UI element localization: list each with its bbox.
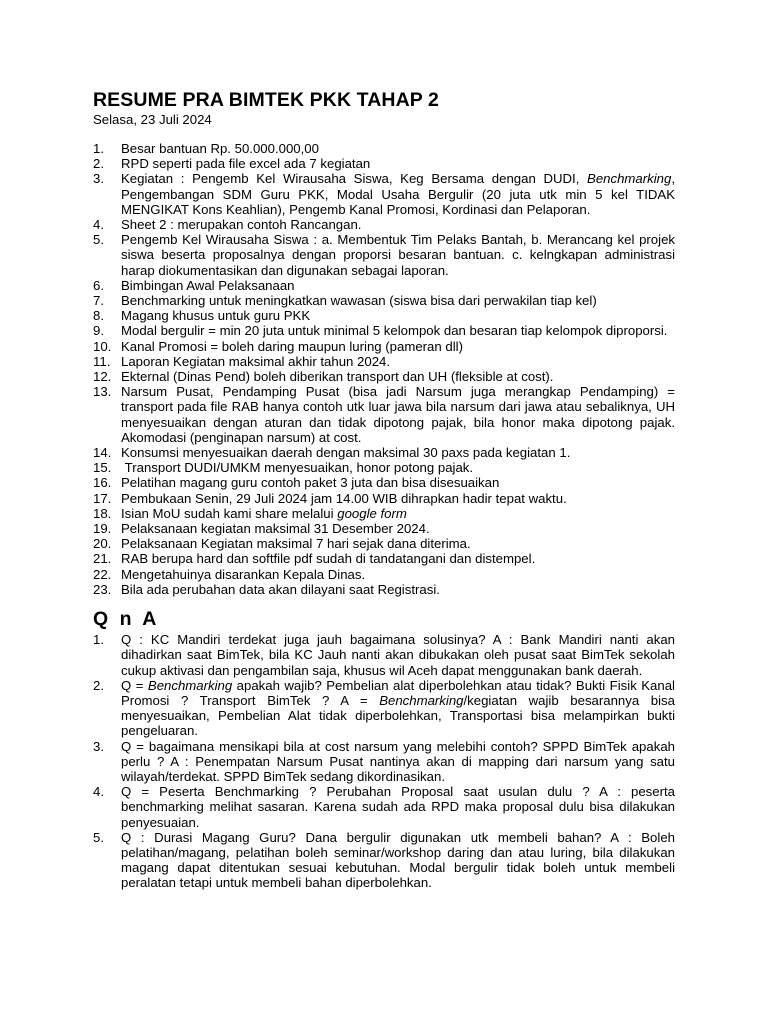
qna-item (93, 678, 675, 739)
list-item-text: Kegiatan : Pengemb Kel Wirausaha Siswa, Keg Bersama dengan DUDI, Benchmarking, Pengembangan SDM Guru PKK, Modal Usaha Bergulir (20 juta utk min 5 kel TIDAK MENGIKAT Kons Keahlian), Pengemb Kanal Promosi, Kordinasi dan Pelaporan. (121, 171, 675, 217)
list-item-text: Bimbingan Awal Pelaksanaan (121, 277, 295, 293)
resume-item (93, 339, 675, 354)
document-date: Selasa, 23 Juli 2024 (93, 112, 212, 127)
list-item-text: Narsum Pusat, Pendamping Pusat (bisa jadi Narsum juga merangkap Pendamping) = transport pada file RAB hanya contoh utk luar jawa bila narsum dari jawa atau sebaliknya, UH menyesuaikan dengan aturan dan tidak dipotong pajak, bila honor maka dipotong pajak. Akomodasi (penginapan narsum) at cost. (121, 384, 675, 445)
resume-item (93, 551, 675, 566)
list-item-number: 3. (93, 171, 104, 187)
resume-item (93, 506, 675, 521)
resume-item (93, 521, 675, 536)
resume-item (93, 475, 675, 490)
resume-item (93, 308, 675, 323)
list-item-number: 11. (93, 353, 111, 369)
list-item-text: Pelaksanaan kegiatan maksimal 31 Desember 2024. (121, 521, 430, 537)
qna-list (93, 632, 675, 890)
list-item-number: 10. (93, 338, 112, 354)
list-item-number: 1. (93, 632, 104, 648)
list-item-text: Mengetahuinya disarankan Kepala Dinas. (121, 566, 366, 582)
list-item-text: Q : KC Mandiri terdekat juga jauh bagaimana solusinya? A : Bank Mandiri nanti akan dihadirkan saat BimTek, bila KC Jauh nanti akan dibukakan oleh pusat saat BimTek sekolah cukup aktivasi dan pengambilan saja, khusus wil Aceh dapat menggunakan bank daerah. (121, 632, 675, 678)
list-item-number: 21. (93, 551, 112, 567)
list-item-text: Ekternal (Dinas Pend) boleh diberikan transport dan UH (fleksible at cost). (121, 369, 554, 385)
list-item-number: 15. (93, 460, 112, 476)
list-item-text: Q : Durasi Magang Guru? Dana bergulir digunakan utk membeli bahan? A : Boleh pelatihan/magang, pelatihan boleh seminar/workshop daring dan atau luring, bila dilakukan magang dapat ditentukan sesuai kebutuhan. Modal bergulir tidak boleh untuk membeli peralatan tetapi untuk membeli bahan diperbolehkan. (121, 829, 675, 891)
resume-item (93, 369, 675, 384)
resume-item (93, 171, 675, 217)
resume-item (93, 460, 675, 475)
list-item-number: 8. (93, 308, 104, 324)
list-item-text: Modal bergulir = min 20 juta untuk minimal 5 kelompok dan besaran tiap kelompok diproporsi. (121, 323, 668, 339)
list-item-text: Sheet 2 : merupakan contoh Rancangan. (121, 217, 362, 233)
resume-item (93, 278, 675, 293)
list-item-number: 9. (93, 323, 104, 339)
list-item-text: Kanal Promosi = boleh daring maupun luring (pameran dll) (121, 338, 463, 354)
list-item-number: 4. (93, 217, 104, 233)
qna-heading: Q n A (93, 608, 160, 631)
list-item-text: RPD seperti pada file excel ada 7 kegiatan (121, 156, 371, 172)
list-item-number: 22. (93, 566, 112, 582)
resume-item (93, 141, 675, 156)
list-item-number: 7. (93, 293, 104, 309)
resume-item (93, 582, 675, 597)
resume-item (93, 232, 675, 278)
list-item-text: Pelaksanaan Kegiatan maksimal 7 hari sejak dana diterima. (121, 536, 471, 552)
list-item-number: 16. (93, 475, 112, 491)
list-item-number: 13. (93, 384, 112, 400)
list-item-text: Q = Benchmarking apakah wajib? Pembelian alat diperbolehkan atau tidak? Bukti Fisik Kanal Promosi ? Transport BimTek ? A = Benchmarking/kegiatan wajib besarannya bisa menyesuaikan, Pembelian Alat tidak diperbolehkan, Transportasi bisa melampirkan bukti pengeluaran. (121, 677, 675, 739)
list-item-text: Q = Peserta Benchmarking ? Perubahan Proposal saat usulan dulu ? A : peserta benchmarking melihat sasaran. Karena sudah ada RPD maka proposal dulu bisa dilakukan penyesuaian. (121, 784, 675, 830)
list-item-number: 5. (93, 829, 104, 845)
qna-item (93, 784, 675, 830)
list-item-number: 1. (93, 141, 104, 156)
resume-item (93, 323, 675, 338)
resume-item (93, 384, 675, 445)
list-item-text: Besar bantuan Rp. 50.000.000,00 (121, 141, 319, 156)
list-item-number: 18. (93, 505, 112, 521)
list-item-number: 3. (93, 738, 104, 754)
list-item-text: Pembukaan Senin, 29 Juli 2024 jam 14.00 WIB dihrapkan hadir tepat waktu. (121, 490, 567, 506)
document-title: RESUME PRA BIMTEK PKK TAHAP 2 (93, 89, 439, 111)
resume-item (93, 293, 675, 308)
list-item-text: Magang khusus untuk guru PKK (121, 308, 311, 324)
resume-item (93, 217, 675, 232)
qna-item (93, 830, 675, 891)
resume-item (93, 445, 675, 460)
list-item-text: Konsumsi menyesuaikan daerah dengan maksimal 30 paxs pada kegiatan 1. (121, 445, 571, 461)
list-item-number: 6. (93, 277, 104, 293)
qna-item (93, 739, 675, 785)
list-item-text: Pengemb Kel Wirausaha Siswa : a. Membentuk Tim Pelaks Bantah, b. Merancang kel projek siswa beserta proposalnya dengan proporsi besaran bantuan. c. kelngkapan administrasi harap diokumentasikan dan digunakan sebagai laporan. (121, 232, 675, 278)
list-item-number: 17. (93, 490, 112, 506)
list-item-number: 4. (93, 784, 104, 800)
list-item-text: Benchmarking untuk meningkatkan wawasan (siswa bisa dari perwakilan tiap kel) (121, 293, 597, 309)
list-item-number: 20. (93, 536, 112, 552)
document-content (93, 89, 675, 891)
list-item-number: 19. (93, 521, 112, 537)
list-item-number: 14. (93, 445, 112, 461)
list-item-text: Isian MoU sudah kami share melalui google form (121, 505, 407, 521)
list-item-text: Laporan Kegiatan maksimal akhir tahun 2024. (121, 353, 391, 369)
resume-item (93, 354, 675, 369)
list-item-number: 23. (93, 581, 112, 597)
list-item-number: 2. (93, 156, 104, 172)
resume-item (93, 491, 675, 506)
list-item-text: Bila ada perubahan data akan dilayani saat Registrasi. (121, 581, 440, 597)
list-item-number: 5. (93, 232, 104, 248)
resume-list (93, 141, 675, 597)
list-item-text: Transport DUDI/UMKM menyesuaikan, honor potong pajak. (121, 460, 474, 476)
resume-item (93, 536, 675, 551)
resume-item (93, 567, 675, 582)
list-item-text: RAB berupa hard dan softfile pdf sudah di tandatangani dan distempel. (121, 551, 536, 567)
list-item-text: Q = bagaimana mensikapi bila at cost narsum yang melebihi contoh? SPPD BimTek apakah perlu ? A : Penempatan Narsum Pusat nantinya akan di mapping dari narsum yang satu wilayah/terdekat. SPPD BimTek sedang dikordinasikan. (121, 738, 675, 784)
list-item-number: 12. (93, 369, 112, 385)
resume-item (93, 156, 675, 171)
list-item-number: 2. (93, 677, 104, 693)
qna-item (93, 632, 675, 678)
list-item-text: Pelatihan magang guru contoh paket 3 juta dan bisa disesuaikan (121, 475, 500, 491)
